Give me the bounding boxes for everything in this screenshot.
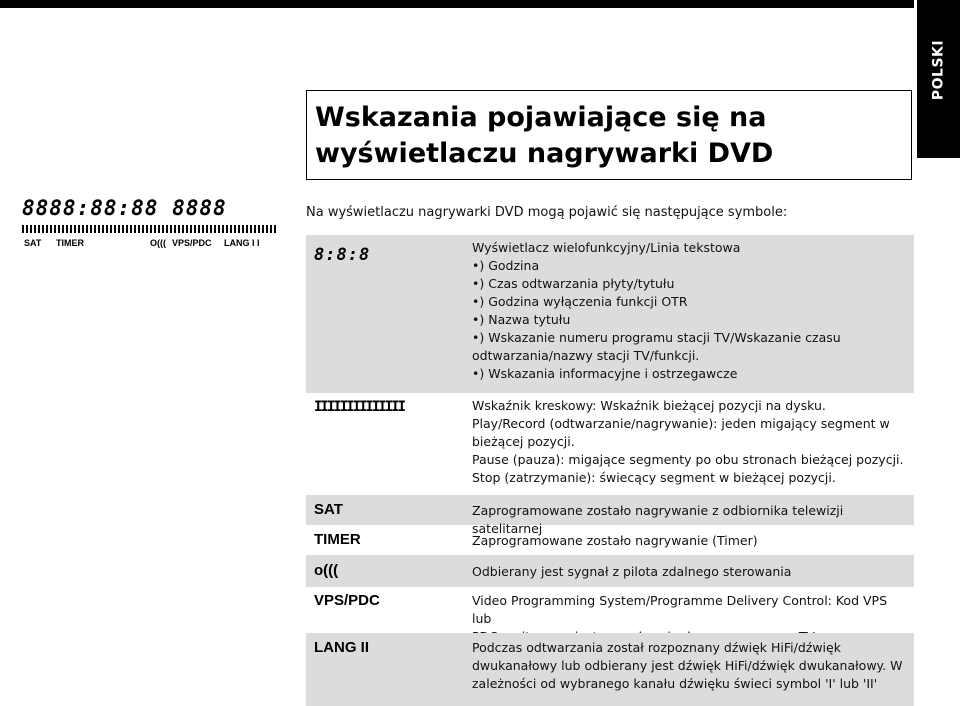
symbol-display: 8:8:8 [314,245,371,265]
display-label-vps: VPS/PDC [172,238,212,248]
display-label-timer: TIMER [56,238,84,248]
desc-line: Stop (zatrzymanie): świecący segment w bieżącej pozycji. [472,470,836,485]
intro-text: Na wyświetlaczu nagrywarki DVD mogą pojawić się następujące symbole: [306,205,788,220]
desc-line: odtwarzania/nazwy stacji TV/funkcji. [472,348,700,363]
symbol-row-lang [306,633,914,706]
desc-line: bieżącej pozycji. [472,434,575,449]
top-rule [0,0,914,8]
language-tab [917,0,960,158]
symbol-timer: TIMER [314,531,361,548]
symbol-sat: SAT [314,501,343,518]
row-description [472,397,908,487]
symbol-remote: o((( [314,562,339,579]
desc-line: •) Czas odtwarzania płyty/tytułu [472,276,675,291]
display-illustration [22,196,280,258]
desc-line: •) Godzina [472,258,540,273]
desc-line: Pause (pauza): migające segmenty po obu stronach bieżącej pozycji. [472,452,904,467]
display-label-remote: O((( [150,238,166,248]
symbol-row-timer [306,525,914,555]
desc-line: dwukanałowy lub odbierany jest dźwięk HiFi/dźwięk dwukanałowy. W [472,658,903,673]
desc-line: Odbierany jest sygnał z pilota zdalnego sterowania [472,564,792,579]
row-description [472,239,908,383]
row-description [472,639,908,693]
desc-line: Zaprogramowane zostało nagrywanie z odbiornika telewizji satelitarnej [472,503,848,536]
row-description [472,563,908,581]
desc-line: Play/Record (odtwarzanie/nagrywanie): jeden migający segment w [472,416,890,431]
desc-line: •) Wskazanie numeru programu stacji TV/Wskazanie czasu [472,330,841,345]
symbol-bar: IIIIIIIIIIIIII [314,399,405,415]
symbol-vps: VPS/PDC [314,592,380,609]
desc-line: •) Godzina wyłączenia funkcji OTR [472,294,688,309]
symbol-row-display [306,235,914,393]
symbol-row-remote [306,555,914,587]
desc-line: Wyświetlacz wielofunkcyjny/Linia tekstowa [472,240,741,255]
title-box [306,90,912,180]
display-digits: 8888:88:88 8888 [22,196,227,220]
desc-line: Zaprogramowane zostało nagrywanie (Timer) [472,533,758,548]
desc-line: Video Programming System/Programme Delivery Control: Kod VPS lub [472,593,891,626]
display-bar-segments [22,225,276,233]
display-label-lang: LANG I I [224,238,260,248]
desc-line: Podczas odtwarzania został rozpoznany dźwięk HiFi/dźwięk [472,640,841,655]
page-title: Wskazania pojawiające się na wyświetlaczu nagrywarki DVD [315,102,774,169]
language-tab-label: POLSKI [930,39,947,101]
symbol-row-sat [306,495,914,536]
symbol-lang: LANG II [314,639,369,656]
desc-line: Wskaźnik kreskowy: Wskaźnik bieżącej pozycji na dysku. [472,398,826,413]
display-labels [22,238,280,252]
desc-line: •) Wskazania informacyjne i ostrzegawcze [472,366,738,381]
symbol-row-bar [306,393,914,495]
desc-line: •) Nazwa tytułu [472,312,571,327]
symbol-row-vps [306,587,914,633]
row-description [472,532,908,550]
display-label-sat: SAT [24,238,42,248]
desc-line: zależności od wybranego kanału dźwięku świeci symbol 'I' lub 'II' [472,676,878,691]
